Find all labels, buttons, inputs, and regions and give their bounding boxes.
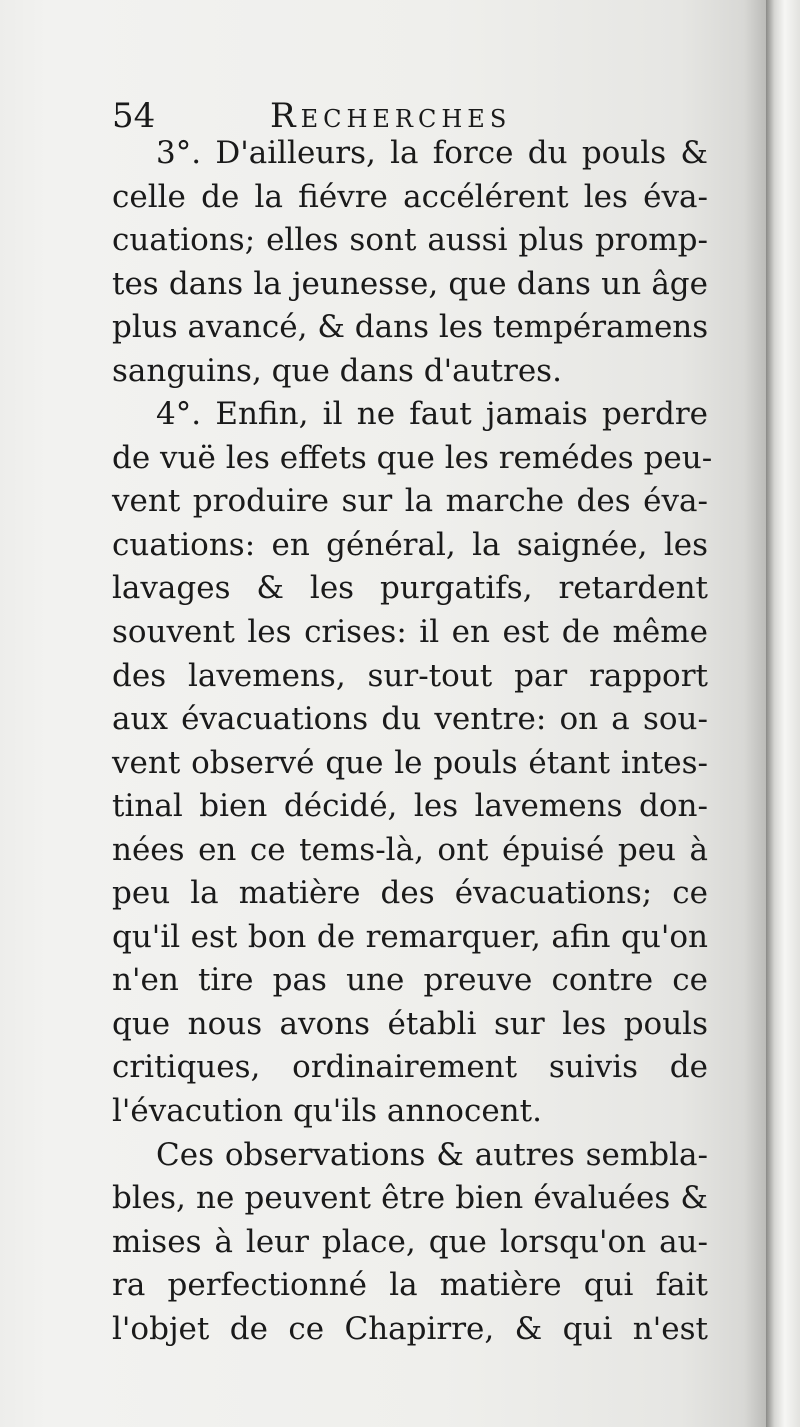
text-line: de vuë les effets que les remédes peu-: [112, 439, 713, 476]
text-line: cuations: en général, la saignée, les: [112, 526, 708, 563]
text-line: 4°. Enfin, il ne faut jamais perdre: [156, 396, 708, 433]
text-line: Ces observations & autres sembla-: [156, 1136, 708, 1173]
text-line: aux évacuations du ventre: on a sou-: [112, 701, 708, 738]
text-line: n'en tire pas une preuve contre ce: [112, 962, 708, 999]
text-line: ra perfectionné la matière qui fait: [112, 1267, 708, 1304]
page-gutter-shadow: [766, 0, 800, 1427]
text-line: l'évacution qu'ils annocent.: [112, 1093, 542, 1130]
text-line: cuations; elles sont aussi plus promp-: [112, 222, 708, 259]
text-line: nées en ce tems-là, ont épuisé peu à: [112, 831, 708, 868]
text-line: mises à leur place, que lorsqu'on au-: [112, 1223, 708, 1260]
text-line: que nous avons établi sur les pouls: [112, 1005, 708, 1042]
text-line: lavages & les purgatifs, retardent: [112, 570, 708, 607]
text-line: des lavemens, sur-tout par rapport: [112, 657, 708, 694]
text-line: tinal bien décidé, les lavemens don-: [112, 788, 708, 825]
text-line: celle de la fiévre accélérent les éva-: [112, 178, 708, 215]
text-line: critiques, ordinairement suivis de: [112, 1049, 708, 1086]
text-line: vent produire sur la marche des éva-: [112, 483, 708, 520]
text-line: souvent les crises: il en est de même: [112, 614, 708, 651]
text-line: plus avancé, & dans les tempéramens: [112, 309, 709, 346]
text-line: bles, ne peuvent être bien évaluées &: [112, 1180, 708, 1217]
body-text: [112, 132, 713, 1351]
text-line: qu'il est bon de remarquer, afin qu'on: [112, 918, 708, 955]
text-line: l'objet de ce Chapirre, & qui n'est: [112, 1310, 708, 1347]
text-line: 3°. D'ailleurs, la force du pouls &: [156, 135, 708, 171]
text-line: tes dans la jeunesse, que dans un âge: [112, 265, 708, 302]
text-line: peu la matière des évacuations; ce: [112, 875, 708, 912]
page-number: 54: [112, 96, 156, 136]
text-line: vent observé que le pouls étant intes-: [112, 744, 708, 781]
running-title: Recherches: [270, 96, 512, 136]
text-line: sanguins, que dans d'autres.: [112, 352, 562, 389]
